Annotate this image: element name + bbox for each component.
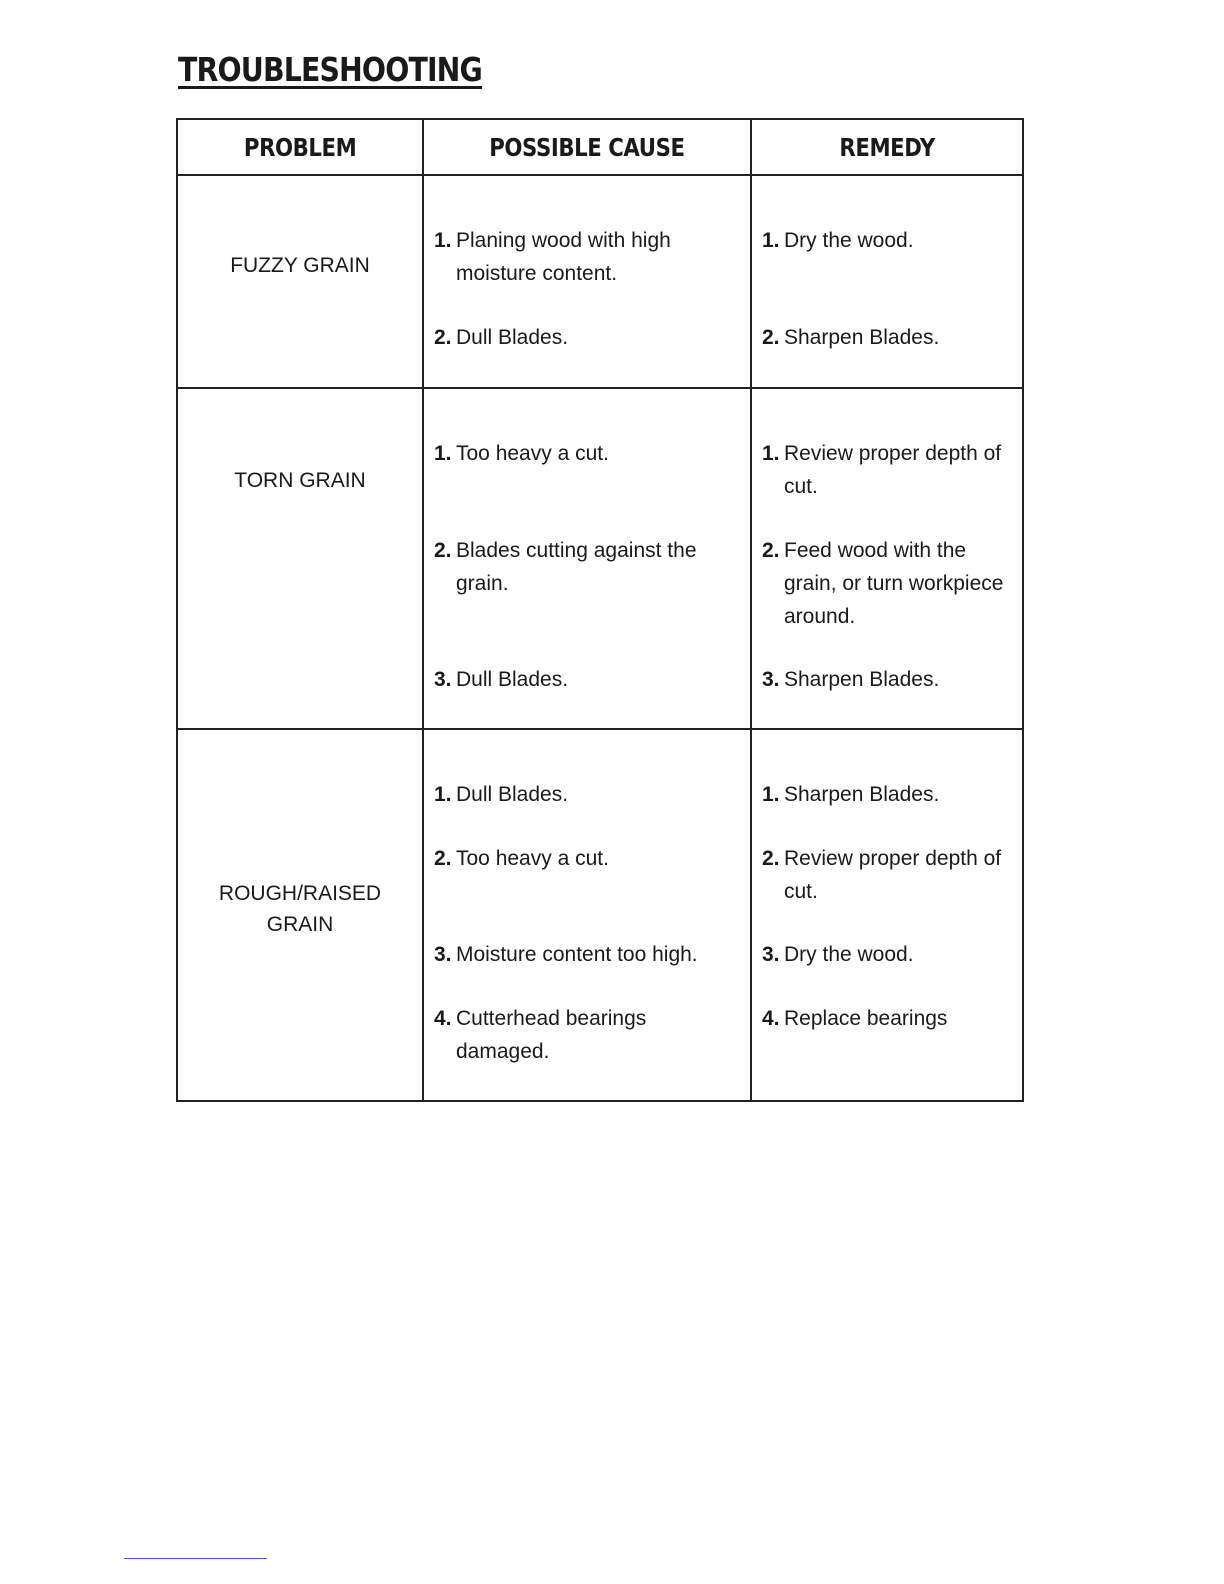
table-row	[177, 388, 1023, 729]
problem-cell	[177, 729, 423, 1101]
list-item: 4. Cutterhead bearings damaged.	[434, 1007, 647, 1063]
problem-label: TORN GRAIN	[234, 469, 366, 492]
list-item: 3. Dry the wood.	[762, 943, 914, 966]
header-problem: PROBLEM	[177, 119, 423, 175]
list-item: 1. Planing wood with high moisture content.	[434, 229, 671, 285]
list-item: 1. Sharpen Blades.	[762, 783, 940, 806]
cause-cell	[423, 729, 751, 1101]
remedy-cell	[751, 729, 1023, 1101]
list-item: 2. Feed wood with the grain, or turn workpiece around.	[762, 539, 1004, 628]
table-row	[177, 175, 1023, 388]
table-header-row	[177, 119, 1023, 175]
list-item: 2. Blades cutting against the grain.	[434, 539, 697, 595]
list-item: 2. Review proper depth of cut.	[762, 847, 1002, 903]
list-item: 1. Review proper depth of cut.	[762, 442, 1002, 498]
cause-cell	[423, 388, 751, 729]
list-item: 1. Too heavy a cut.	[434, 442, 609, 465]
table-row	[177, 729, 1023, 1101]
cause-cell	[423, 175, 751, 388]
header-possible-cause: POSSIBLE CAUSE	[423, 119, 751, 175]
list-item: 2. Too heavy a cut.	[434, 847, 609, 870]
problem-cell	[177, 388, 423, 729]
problem-label: ROUGH/RAISED GRAIN	[218, 882, 382, 936]
list-item: 2. Dull Blades.	[434, 326, 569, 349]
problem-label: FUZZY GRAIN	[230, 254, 370, 277]
problem-cell	[177, 175, 423, 388]
list-item: 3. Moisture content too high.	[434, 943, 698, 966]
header-remedy: REMEDY	[751, 119, 1023, 175]
remedy-cell	[751, 388, 1023, 729]
page-title: TROUBLESHOOTING	[178, 50, 482, 89]
footer-divider	[124, 1558, 267, 1559]
remedy-cell	[751, 175, 1023, 388]
list-item: 4. Replace bearings	[762, 1007, 948, 1030]
list-item: 3. Dull Blades.	[434, 668, 569, 691]
list-item: 1. Dull Blades.	[434, 783, 569, 806]
list-item: 2. Sharpen Blades.	[762, 326, 940, 349]
list-item: 3. Sharpen Blades.	[762, 668, 940, 691]
list-item: 1. Dry the wood.	[762, 229, 914, 252]
troubleshooting-table	[176, 118, 1024, 1102]
